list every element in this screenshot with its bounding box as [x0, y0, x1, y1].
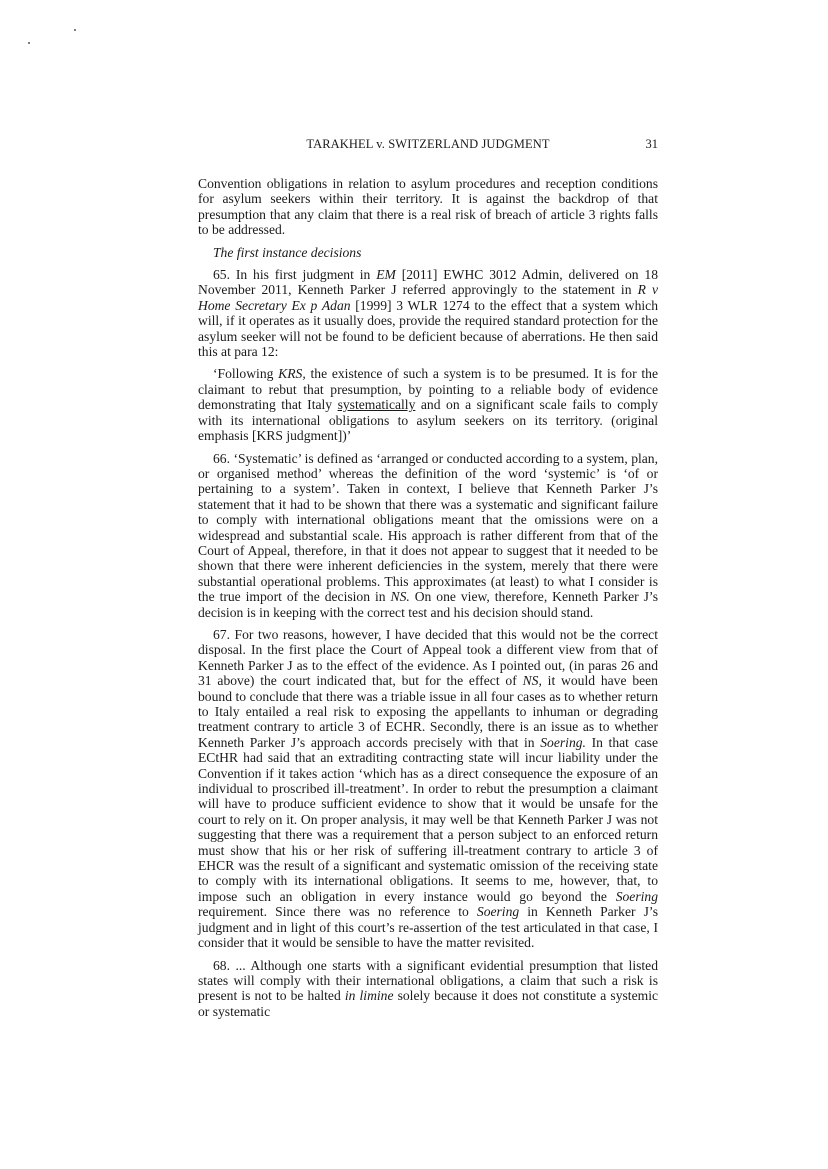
paragraph-continuation: Convention obligations in relation to asylum procedures and reception conditions for asylum seekers within their territory. It is against the backdrop of that presumption that any claim that there is a real risk of breach of article 3 rights falls to be addressed. [198, 176, 658, 238]
section-heading: The first instance decisions [213, 244, 362, 260]
case-name: NS. [390, 589, 410, 605]
running-title: TARAKHEL v. SWITZERLAND JUDGMENT [306, 137, 550, 151]
judgment-body [198, 176, 658, 1026]
case-name: KRS, [278, 366, 306, 382]
block-quote: ‘Following KRS, the existence of such a system is to be presumed. It is for the claimant to rebut that presumption, by pointing to a reliable body of evidence demonstrating that Italy systematically and on a significant scale fails to comply with its international obligations to asylum seekers on its territory. (original emphasis [KRS judgment])’ [198, 366, 658, 444]
case-name: EM [376, 267, 396, 283]
page-number: 31 [645, 137, 658, 151]
case-name: Soering. [540, 734, 586, 750]
case-name: R v Home Secretary Ex p Adan [198, 282, 658, 313]
paragraph-67: 67. For two reasons, however, I have decided that this would not be the correct disposal. In the first place the Court of Appeal took a different view from that of Kenneth Parker J as to the effect of the evidence. As I pointed out, (in paras 26 and 31 above) the court indicated that, but for the effect of NS, it would have been bound to conclude that there was a triable issue in all four cases as to whether return to Italy entailed a real risk to exposing the appellants to inhuman or degrading treatment contrary to article 3 of ECHR. Secondly, there is an issue as to whether Kenneth Parker J’s approach accords precisely with that in Soering. In that case ECtHR had said that an extraditing contracting state will incur liability under the Convention if it takes action ‘which has as a direct consequence the exposure of an individual to proscribed ill-treatment’. In order to rebut the presumption a claimant will have to produce sufficient evidence to show that it would be unsafe for the court to rely on it. On proper analysis, it may well be that Kenneth Parker J was not suggesting that there was a requirement that a person subject to an enforced return must show that his or her risk of suffering ill-treatment contrary to article 3 of EHCR was the result of a significant and systematic omission of the receiving state to comply with its international obligations. It seems to me, however, that, to impose such an obligation in every instance would go beyond the Soering requirement. Since there was no reference to Soering in Kenneth Parker J’s judgment and in light of this court’s re-assertion of the test articulated in that case, I consider that it would be sensible to have the matter revisited. [198, 626, 658, 951]
paragraph-66: 66. ‘Systematic’ is defined as ‘arranged or conducted according to a system, plan, or organised method’ whereas the definition of the word ‘systemic’ is ‘of or pertaining to a system’. Taken in context, I believe that Kenneth Parker J’s statement that it had to be shown that there was a systematic and significant failure to comply with international obligations meant that the omissions were on a widespread and substantial scale. His approach is rather different from that of the Court of Appeal, therefore, in that it does not appear to suggest that it needed to be shown that there were inherent deficiencies in the system, merely that there were substantial operational problems. This approximates (at least) to what I consider is the true import of the decision in NS. On one view, therefore, Kenneth Parker J’s decision is in keeping with the correct test and his decision should stand. [198, 450, 658, 620]
latin-phrase: in limine [344, 988, 394, 1004]
paragraph-68: 68. ... Although one starts with a significant evidential presumption that listed states will comply with their international obligations, a claim that such a risk is present is not to be halted in limine solely because it does not constitute a systemic or systematic [198, 957, 659, 1019]
emphasis-underline: systematically [337, 397, 416, 413]
scan-speck [74, 29, 76, 31]
case-name: NS, [522, 673, 542, 689]
page-header [198, 137, 658, 155]
paragraph-65: 65. In his first judgment in EM [2011] EWHC 3012 Admin, delivered on 18 November 2011, Kenneth Parker J referred approvingly to the statement in R v Home Secretary Ex p Adan [1999] 3 WLR 1274 to the effect that a system which will, if it operates as it usually does, provide the required standard protection for the asylum seeker will not be found to be deficient because of aberrations. He then said this at para 12: [198, 267, 659, 360]
case-name: Soering [615, 888, 658, 904]
case-name: Soering [476, 904, 520, 920]
scan-speck [28, 42, 30, 44]
